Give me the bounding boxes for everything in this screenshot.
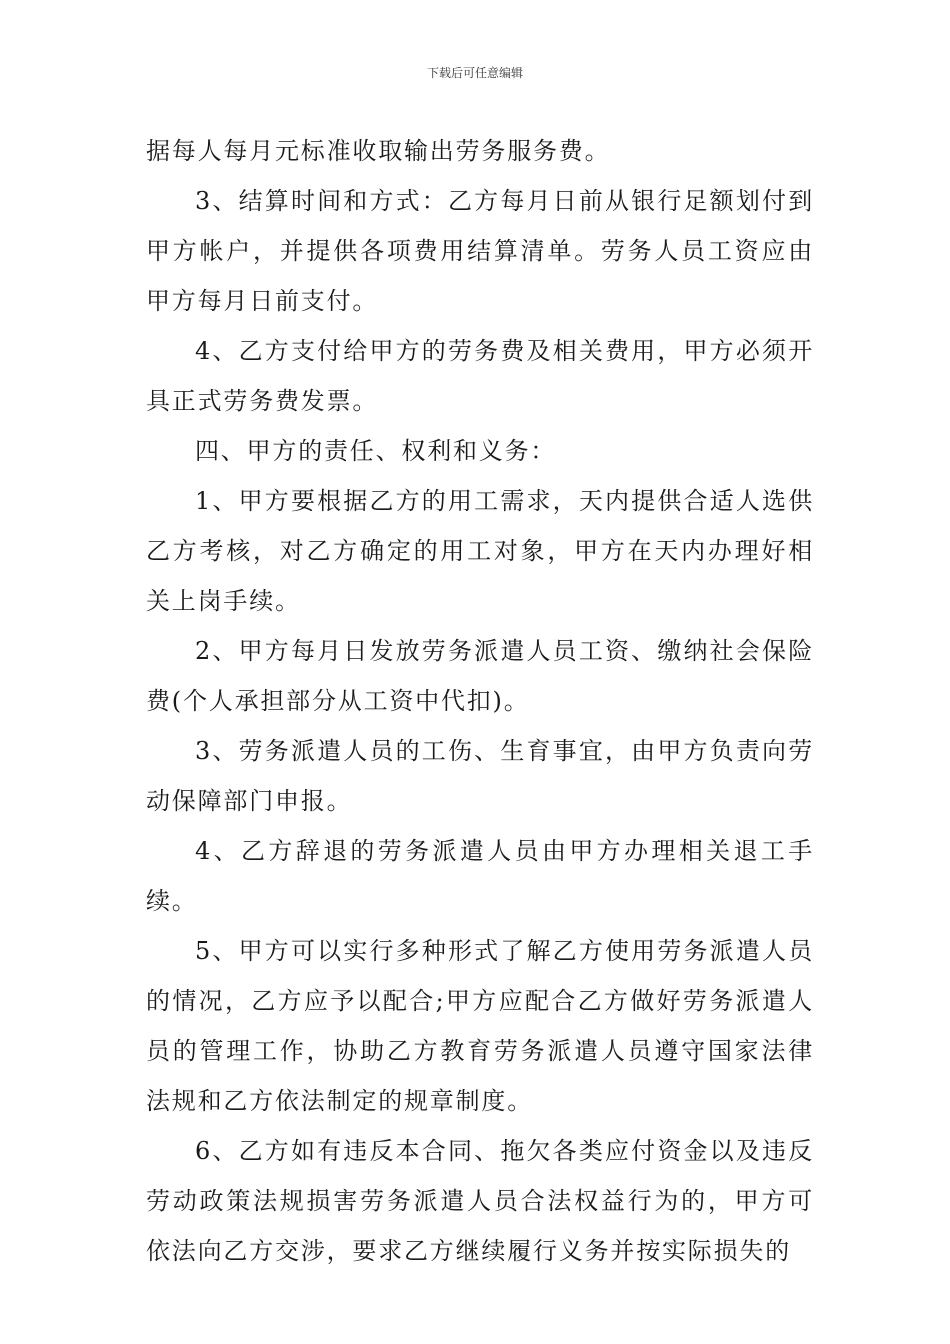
page-header: 下载后可任意编辑 bbox=[426, 66, 523, 80]
paragraph-invoice: 4、乙方支付给甲方的劳务费及相关费用，甲方必须开具正式劳务费发票。 bbox=[146, 337, 814, 415]
section-heading-party-a-duties: 四、甲方的责任、权利和义务： bbox=[195, 437, 557, 465]
paragraph-settlement-time: 3、结算时间和方式：乙方每月日前从银行足额划付到甲方帐户，并提供各项费用结算清单。劳务人员工资应由甲方每月日前支付。 bbox=[146, 187, 814, 315]
paragraph-duty-4: 4、乙方辞退的劳务派遣人员由甲方办理相关退工手续。 bbox=[146, 837, 814, 915]
paragraph-duty-3: 3、劳务派遣人员的工伤、生育事宜，由甲方负责向劳动保障部门申报。 bbox=[146, 737, 814, 815]
paragraph-duty-6: 6、乙方如有违反本合同、拖欠各类应付资金以及违反劳动政策法规损害劳务派遣人员合法权益行为的，甲方可依法向乙方交涉，要求乙方继续履行义务并按实际损失的 bbox=[146, 1137, 814, 1265]
paragraph-continued: 据每人每月元标准收取输出劳务服务费。 bbox=[146, 137, 611, 165]
paragraph-duty-5: 5、甲方可以实行多种形式了解乙方使用劳务派遣人员的情况，乙方应予以配合;甲方应配合乙方做好劳务派遣人员的管理工作，协助乙方教育劳务派遣人员遵守国家法律法规和乙方依法制定的规章制度。 bbox=[146, 937, 814, 1115]
paragraph-duty-2: 2、甲方每月日发放劳务派遣人员工资、缴纳社会保险费(个人承担部分从工资中代扣)。 bbox=[146, 637, 814, 715]
paragraph-duty-1: 1、甲方要根据乙方的用工需求，天内提供合适人选供乙方考核，对乙方确定的用工对象，甲方在天内办理好相关上岗手续。 bbox=[146, 487, 814, 615]
document-body bbox=[146, 126, 814, 1276]
